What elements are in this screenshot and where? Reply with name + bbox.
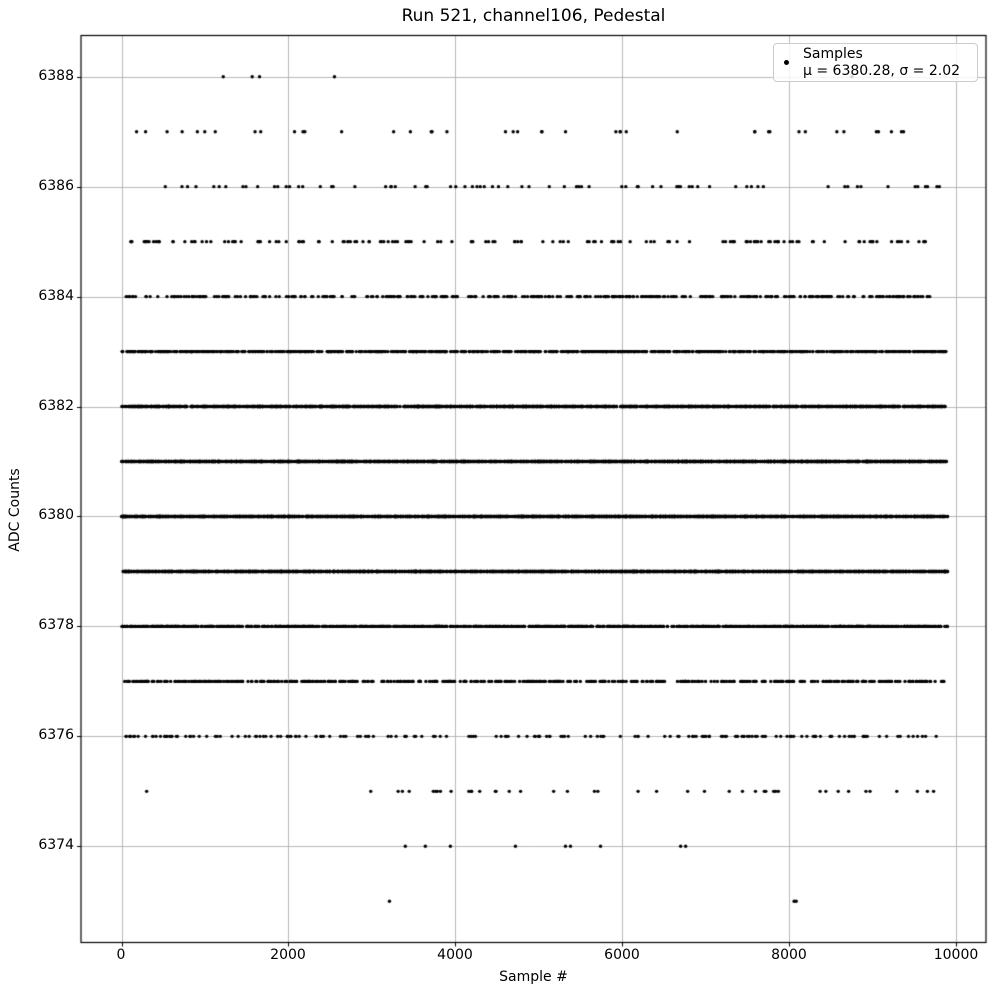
x-tick-6000: 6000 bbox=[604, 947, 640, 963]
y-tick-6382: 6382 bbox=[38, 398, 74, 414]
legend bbox=[773, 43, 978, 82]
y-tick-6378: 6378 bbox=[38, 617, 74, 633]
x-tick-8000: 8000 bbox=[771, 947, 807, 963]
y-tick-6384: 6384 bbox=[38, 288, 74, 304]
legend-label-samples: Samples bbox=[803, 45, 863, 62]
y-tick-6380: 6380 bbox=[38, 507, 74, 523]
sample-dot-icon bbox=[784, 60, 789, 65]
y-axis-label: ADC Counts bbox=[7, 468, 23, 552]
x-tick-4000: 4000 bbox=[437, 947, 473, 963]
y-tick-6388: 6388 bbox=[38, 68, 74, 84]
legend-text bbox=[803, 46, 960, 80]
y-tick-6376: 6376 bbox=[38, 727, 74, 743]
x-tick-0: 0 bbox=[116, 947, 126, 963]
x-axis-label: Sample # bbox=[499, 969, 568, 985]
y-tick-6386: 6386 bbox=[38, 178, 74, 194]
x-tick-2000: 2000 bbox=[270, 947, 306, 963]
y-tick-6374: 6374 bbox=[38, 837, 74, 853]
x-tick-10000: 10000 bbox=[933, 947, 979, 963]
legend-label-stats: μ = 6380.28, σ = 2.02 bbox=[803, 62, 961, 79]
chart-title: Run 521, channel106, Pedestal bbox=[401, 6, 666, 26]
